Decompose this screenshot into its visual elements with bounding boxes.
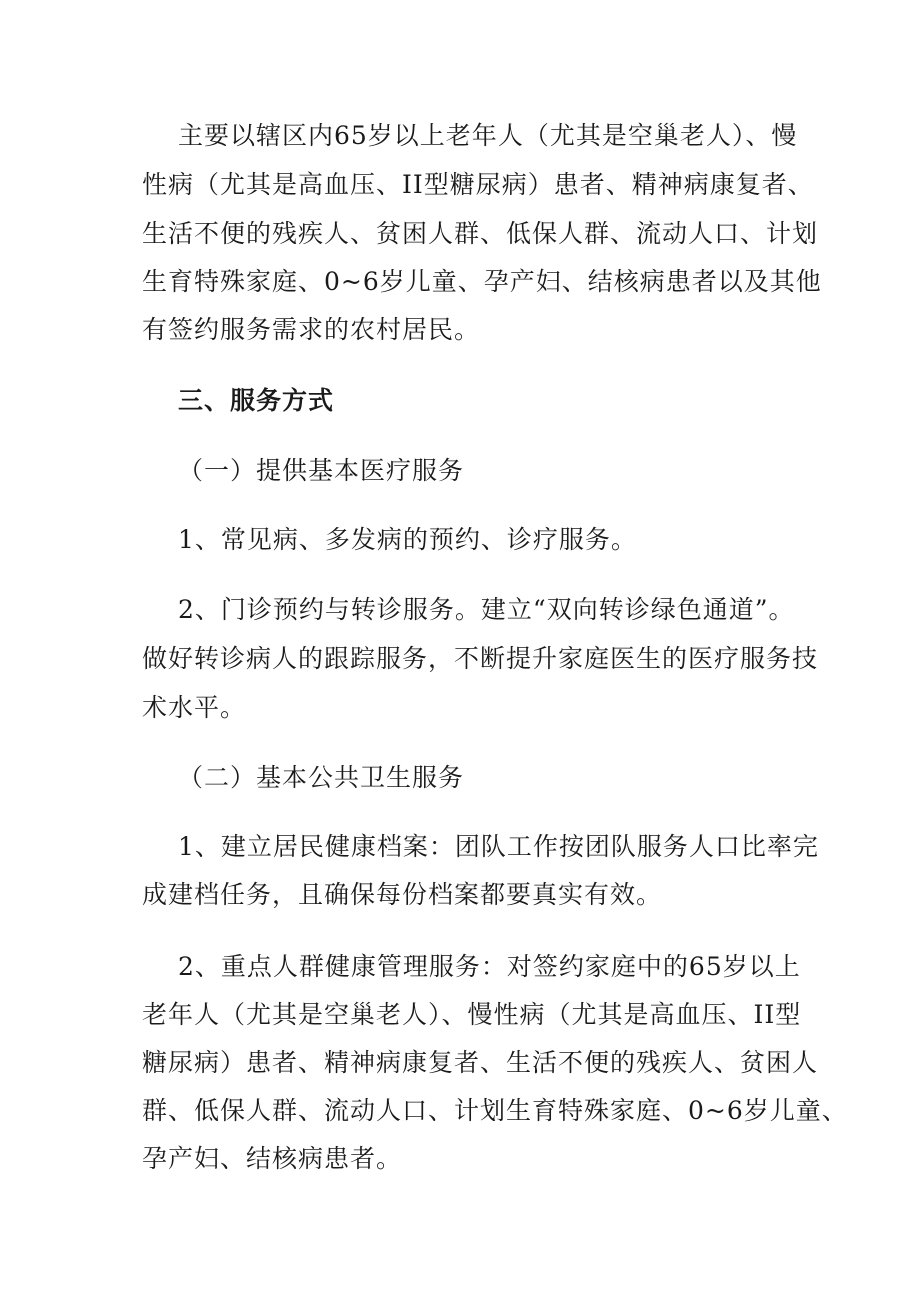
- item-key-groups-line-1: 2、重点人群健康管理服务：对签约家庭中的65岁以上: [178, 952, 801, 981]
- intro-line-5: 有签约服务需求的农村居民。: [142, 315, 481, 344]
- item-key-groups-line-2: 老年人（尤其是空巢老人）、慢性病（尤其是高血压、II型: [142, 1000, 802, 1029]
- section-heading: 三、服务方式: [178, 386, 335, 415]
- intro-line-1: 主要以辖区内65岁以上老年人（尤其是空巢老人）、慢: [178, 121, 798, 150]
- item-key-groups-line-4: 群、低保人群、流动人口、计划生育特殊家庭、0~6岁儿童、: [142, 1096, 848, 1125]
- subsection-heading-public-health: （二）基本公共卫生服务: [178, 763, 465, 792]
- intro-line-2: 性病（尤其是高血压、II型糖尿病）患者、精神病康复者、: [142, 170, 814, 199]
- subsection-heading-basic-medical: （一）提供基本医疗服务: [178, 456, 465, 485]
- item-key-groups-line-5: 孕产妇、结核病患者。: [142, 1144, 403, 1173]
- intro-line-4: 生育特殊家庭、0~6岁儿童、孕产妇、结核病患者以及其他: [142, 267, 822, 296]
- item-referral-line-3: 术水平。: [142, 693, 247, 722]
- item-health-records-line-2: 成建档任务，且确保每份档案都要真实有效。: [142, 880, 663, 909]
- item-common-disease-line-1: 1、常见病、多发病的预约、诊疗服务。: [178, 525, 637, 554]
- item-health-records-line-1: 1、建立居民健康档案：团队工作按团队服务人口比率完: [178, 832, 819, 861]
- intro-line-3: 生活不便的残疾人、贫困人群、低保人群、流动人口、计划: [142, 219, 819, 248]
- item-referral-line-2: 做好转诊病人的跟踪服务，不断提升家庭医生的医疗服务技: [142, 644, 819, 673]
- item-key-groups-line-3: 糖尿病）患者、精神病康复者、生活不便的残疾人、贫困人: [142, 1048, 819, 1077]
- item-referral-line-1: 2、门诊预约与转诊服务。建立“双向转诊绿色通道”。: [178, 595, 795, 624]
